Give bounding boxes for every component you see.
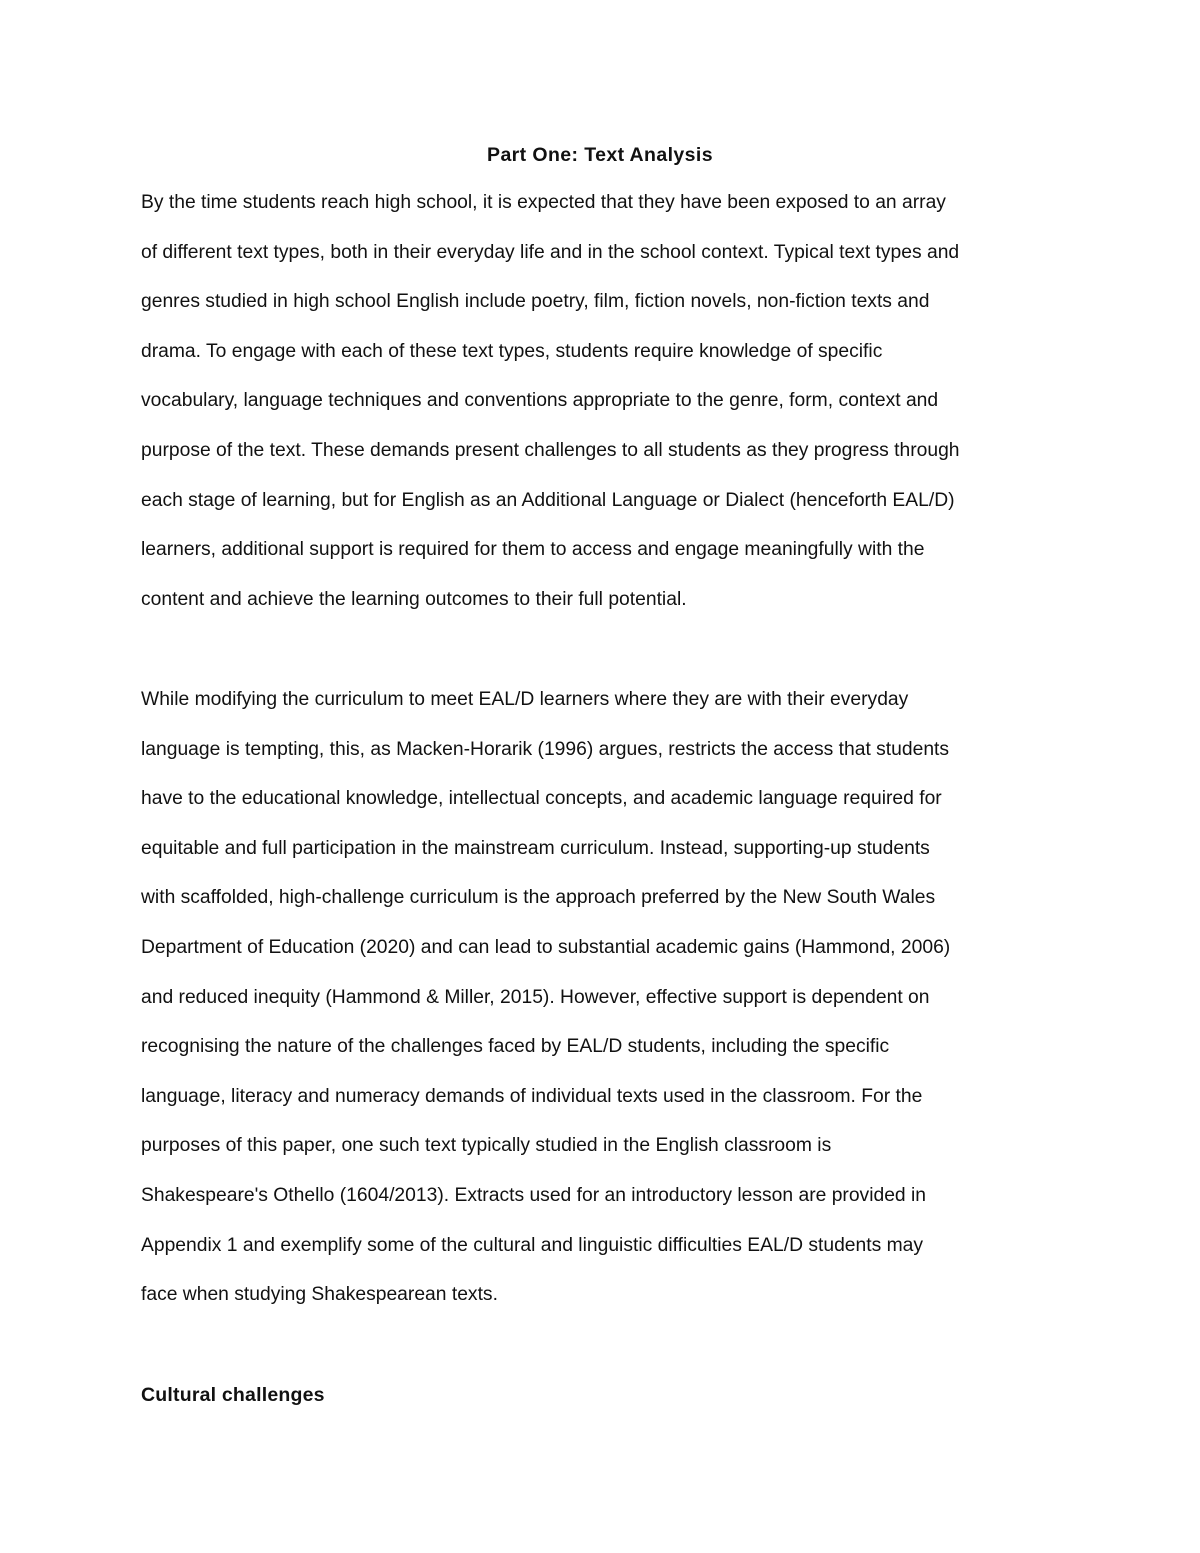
paragraph-line: content and achieve the learning outcomes to their full potential. (141, 588, 687, 610)
paragraph-line: Department of Education (2020) and can lead to substantial academic gains (Hammond, 2006) (141, 936, 951, 958)
paragraph-line: Shakespeare's Othello (1604/2013). Extracts used for an introductory lesson are provided in (141, 1184, 927, 1206)
paragraph-line: with scaffolded, high-challenge curriculum is the approach preferred by the New South Wales (141, 887, 936, 909)
paragraph-line: By the time students reach high school, it is expected that they have been exposed to an array (141, 192, 946, 213)
paragraph-line: learners, additional support is required for them to access and engage meaningfully with the (141, 539, 925, 561)
paragraph-line: vocabulary, language techniques and conventions appropriate to the genre, form, context and (141, 390, 939, 412)
paragraph-line: drama. To engage with each of these text types, students require knowledge of specific (141, 340, 883, 362)
paragraph-line: language, literacy and numeracy demands of individual texts used in the classroom. For the (141, 1085, 923, 1107)
paragraph-line: have to the educational knowledge, intellectual concepts, and academic language required for (141, 788, 942, 810)
paragraph-line: each stage of learning, but for English as an Additional Language or Dialect (henceforth EAL/D) (141, 489, 955, 511)
paragraph-line: language is tempting, this, as Macken-Horarik (1996) argues, restricts the access that students (141, 738, 950, 760)
paragraph-line: and reduced inequity (Hammond & Miller, 2015). However, effective support is dependent on (141, 986, 930, 1008)
document-title: Part One: Text Analysis (487, 144, 713, 166)
paragraph-line: purpose of the text. These demands present challenges to all students as they progress through (141, 439, 960, 461)
paragraph-line: While modifying the curriculum to meet EAL/D learners where they are with their everyday (141, 689, 909, 710)
paragraph-line: purposes of this paper, one such text typically studied in the English classroom is (141, 1135, 832, 1157)
section-heading: Cultural challenges (141, 1384, 325, 1406)
paragraph-line: recognising the nature of the challenges faced by EAL/D students, including the specific (141, 1036, 890, 1058)
paragraph-1 (141, 188, 960, 634)
paragraph-line: equitable and full participation in the mainstream curriculum. Instead, supporting-up students (141, 837, 930, 859)
paragraph-2 (141, 685, 950, 1330)
paragraph-line: face when studying Shakespearean texts. (141, 1284, 498, 1306)
paragraph-line: of different text types, both in their everyday life and in the school context. Typical text types and (141, 241, 960, 263)
paragraph-line: Appendix 1 and exemplify some of the cultural and linguistic difficulties EAL/D students may (141, 1234, 924, 1256)
paragraph-line: genres studied in high school English include poetry, film, fiction novels, non-fiction texts and (141, 291, 930, 313)
